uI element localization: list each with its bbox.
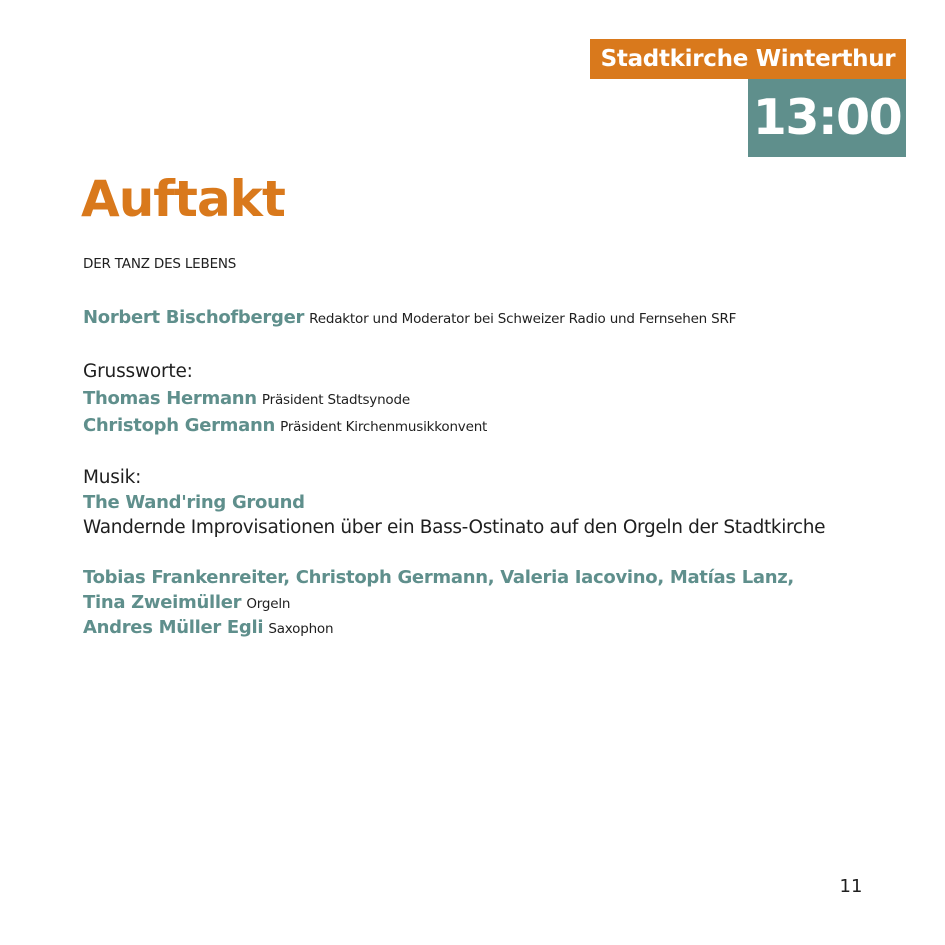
- moderator-role: Redaktor und Moderator bei Schweizer Radio und Fernsehen SRF: [309, 311, 737, 327]
- piece-description-line: [83, 516, 825, 540]
- performer-name: Tina Zweimüller: [83, 592, 242, 613]
- speaker-line: [83, 414, 487, 439]
- performer-line: [83, 616, 333, 641]
- musik-label: Musik:: [83, 467, 142, 488]
- moderator-line: [83, 306, 736, 331]
- performer-names: Tobias Frankenreiter, Christoph Germann, Valeria Iacovino, Matías Lanz,: [83, 567, 794, 588]
- venue-label: Stadtkirche Winterthur: [590, 39, 906, 79]
- piece-title-line: [83, 491, 305, 515]
- speaker-role: Präsident Kirchenmusikkonvent: [280, 419, 488, 435]
- performer-name: Andres Müller Egli: [83, 617, 264, 638]
- performer-line: [83, 566, 794, 590]
- speaker-name: Christoph Germann: [83, 415, 276, 436]
- piece-title: The Wand'ring Ground: [83, 492, 305, 513]
- page-number: 11: [839, 876, 863, 897]
- speaker-role: Präsident Stadtsynode: [261, 392, 410, 408]
- performer-line: [83, 591, 290, 616]
- grussworte-label: Grussworte:: [83, 361, 193, 382]
- speaker-line: [83, 387, 410, 412]
- page-title: Auftakt: [81, 170, 285, 228]
- event-time: 13:00: [748, 79, 906, 157]
- grussworte-heading: [83, 360, 193, 384]
- event-subtitle: DER TANZ DES LEBENS: [83, 256, 237, 272]
- performer-role: Orgeln: [246, 596, 291, 612]
- moderator-name: Norbert Bischofberger: [83, 307, 305, 328]
- piece-description: Wandernde Improvisationen über ein Bass-Ostinato auf den Orgeln der Stadtkirche: [83, 517, 826, 538]
- performer-role: Saxophon: [268, 621, 334, 637]
- speaker-name: Thomas Hermann: [83, 388, 257, 409]
- musik-heading: [83, 466, 141, 490]
